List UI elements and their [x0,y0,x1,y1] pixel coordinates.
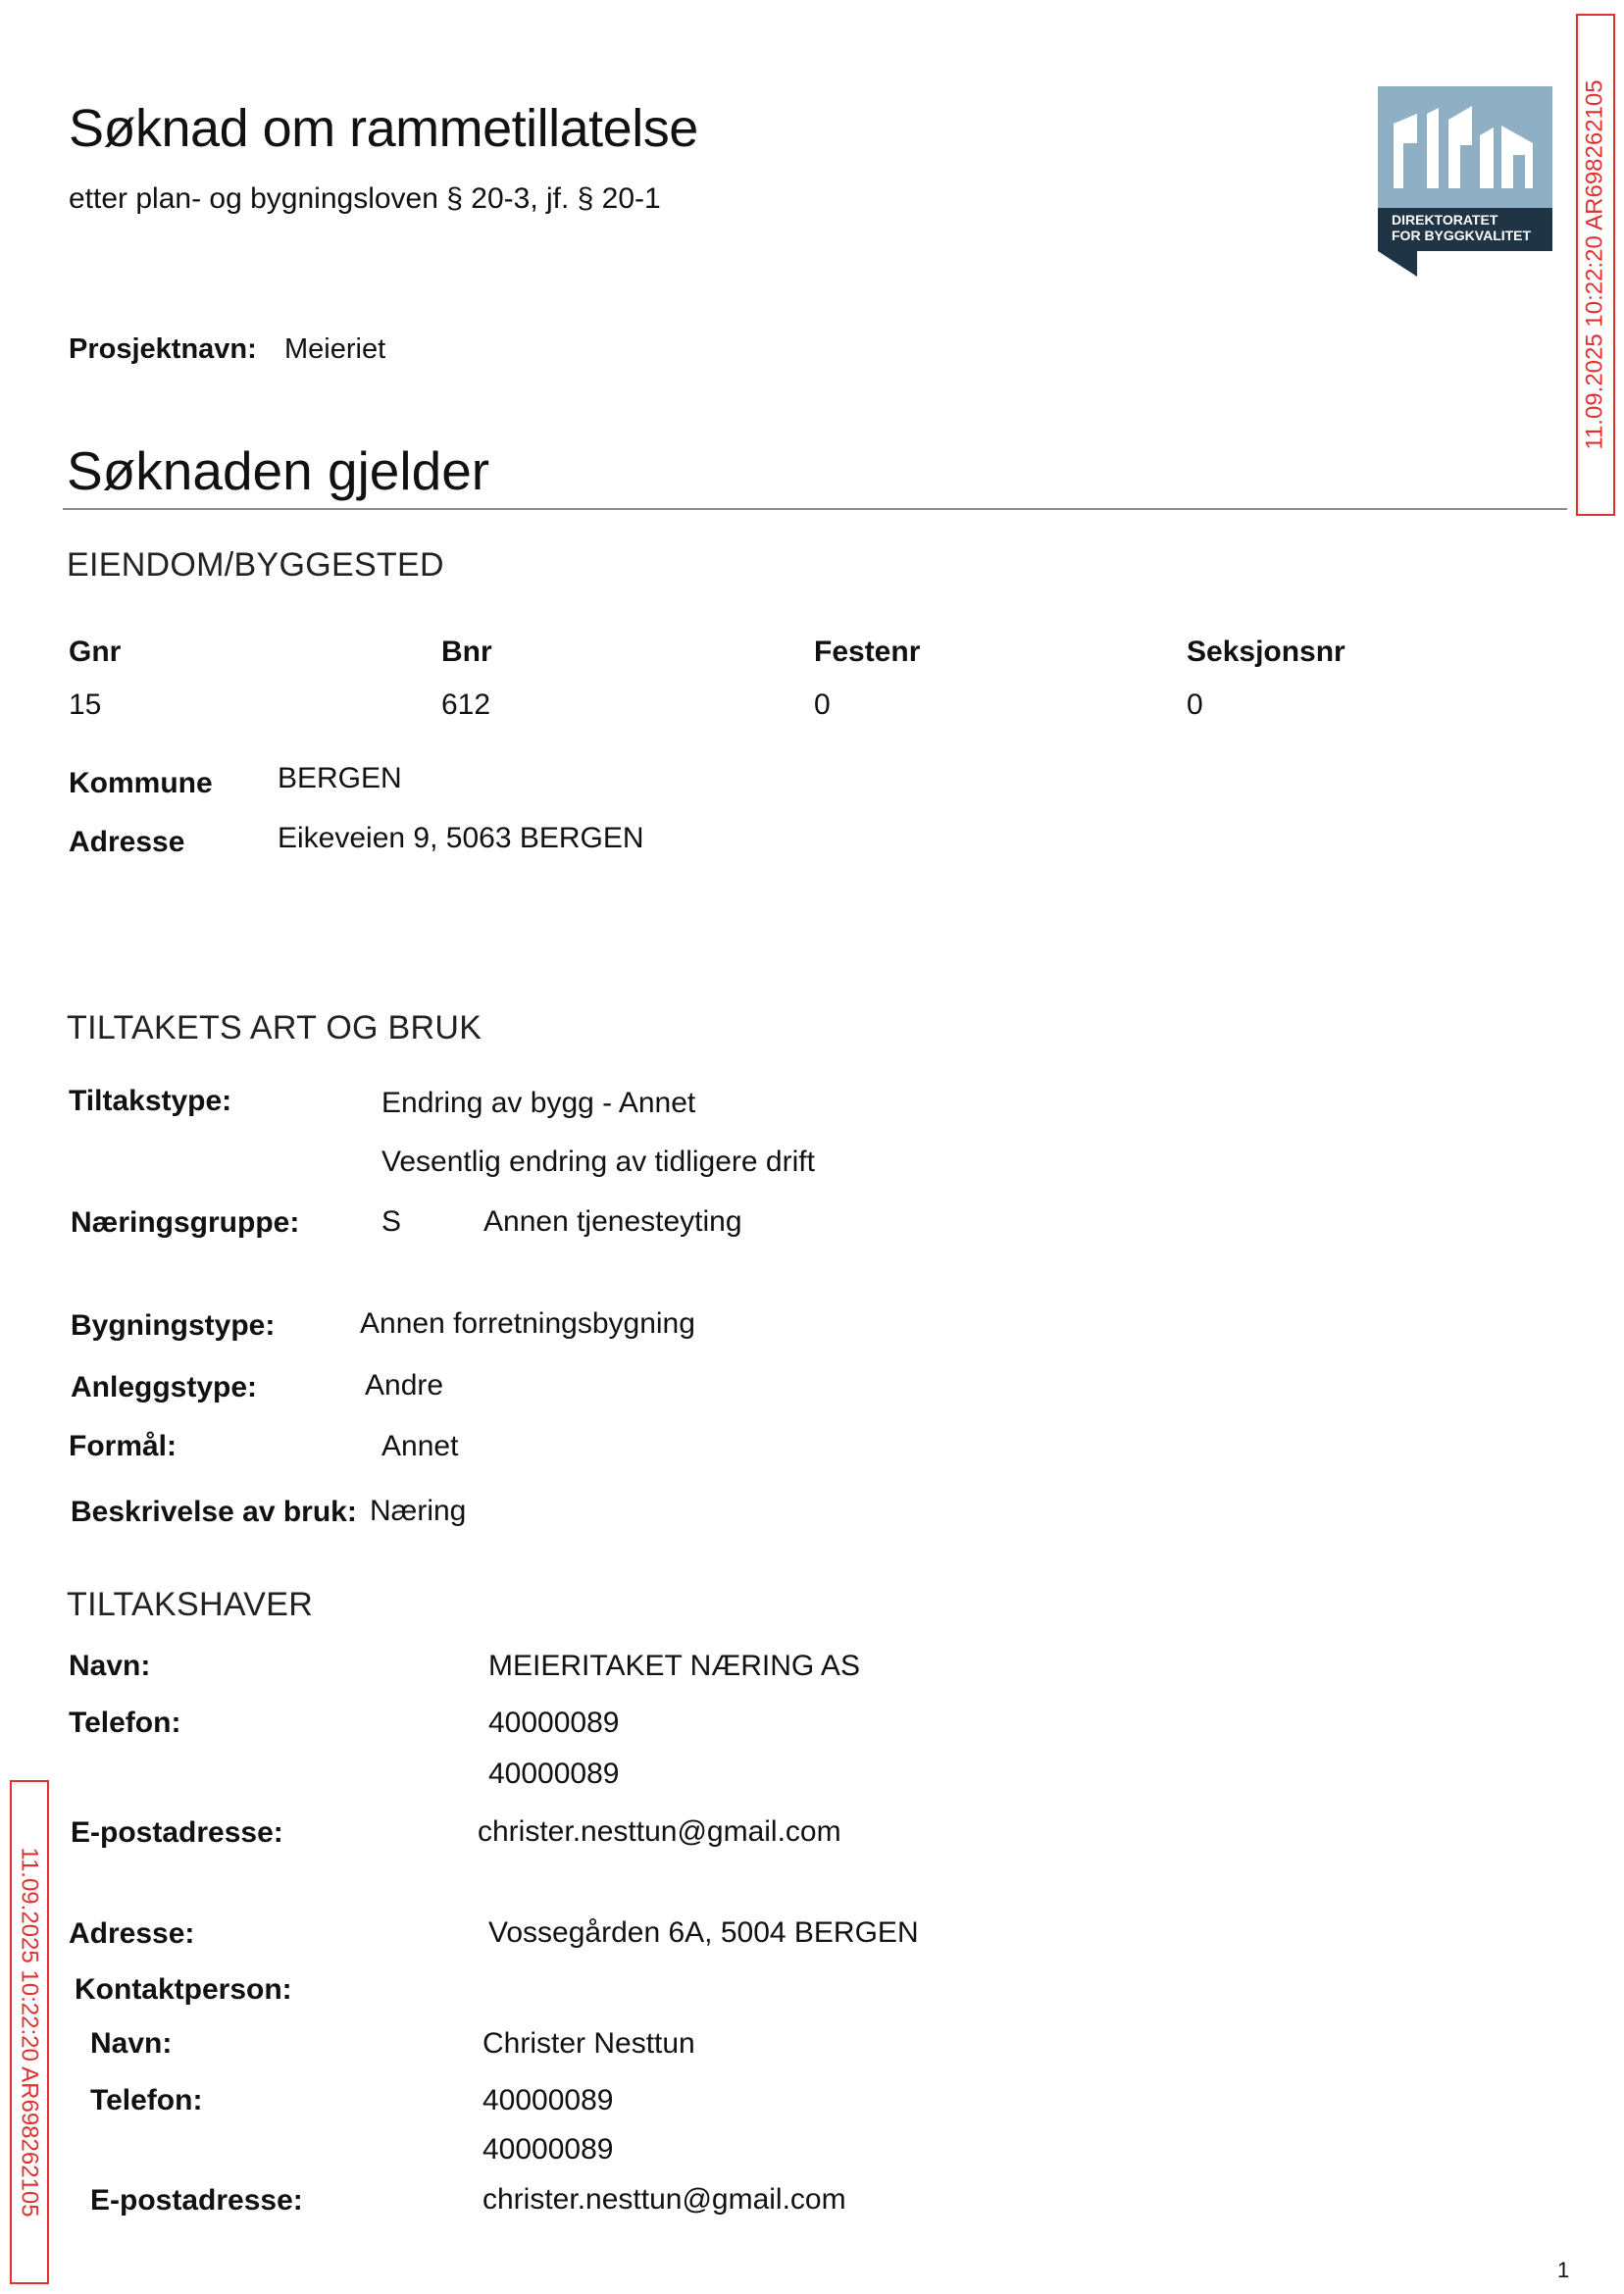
section-heading: Søknaden gjelder [67,440,490,501]
bygningstype-label: Bygningstype: [71,1309,276,1342]
tiltakshaver-telefon-label: Telefon: [69,1707,181,1739]
tiltakshaver-telefon-2: 40000089 [488,1758,620,1790]
tiltakstype-label: Tiltakstype: [69,1085,232,1117]
timestamp-stamp-top-text: 11.09.2025 10:22:20 AR698262105 [1582,79,1608,450]
formaal-value: Annet [381,1430,459,1462]
timestamp-stamp-top [1576,14,1615,516]
tiltakshaver-adresse-value: Vossegården 6A, 5004 BERGEN [488,1916,919,1949]
kontakt-telefon-1: 40000089 [482,2084,614,2116]
timestamp-stamp-left [10,1780,49,2284]
tiltakshaver-telefon-1: 40000089 [488,1707,620,1739]
tiltakstype-value-2: Vesentlig endring av tidligere drift [381,1146,815,1178]
page-title: Søknad om rammetillatelse [69,99,698,158]
timestamp-stamp-left-text: 11.09.2025 10:22:20 AR698262105 [17,1847,43,2218]
project-label: Prosjektnavn: [69,333,257,365]
kommune-label: Kommune [69,767,213,799]
col-festenr: Festenr [814,636,921,668]
tiltakshaver-navn-label: Navn: [69,1650,151,1682]
kommune-value: BERGEN [278,762,402,794]
naeringsgruppe-label: Næringsgruppe: [71,1206,300,1239]
anleggstype-label: Anleggstype: [71,1371,258,1403]
kontakt-telefon-label: Telefon: [90,2084,203,2116]
formaal-label: Formål: [69,1430,178,1462]
tiltakstype-value-1: Endring av bygg - Annet [381,1087,696,1119]
section-divider [63,508,1567,510]
val-gnr: 15 [69,688,102,721]
property-heading: EIENDOM/BYGGESTED [67,546,444,584]
tiltakshaver-epost-value: christer.nesttun@gmail.com [478,1815,841,1848]
bygningstype-value: Annen forretningsbygning [360,1307,695,1340]
anleggstype-value: Andre [365,1369,444,1402]
val-bnr: 612 [441,688,491,721]
naeringsgruppe-code: S [381,1205,402,1238]
tiltak-heading: TILTAKETS ART OG BRUK [67,1009,482,1046]
tiltakshaver-adresse-label: Adresse: [69,1917,195,1950]
adresse-value: Eikeveien 9, 5063 BERGEN [278,822,644,854]
kontakt-navn-label: Navn: [90,2027,173,2060]
col-bnr: Bnr [441,636,492,668]
kontaktperson-label: Kontaktperson: [75,1973,292,2006]
project-value: Meieriet [284,333,386,365]
logo-text-line2: FOR BYGGKVALITET [1392,228,1532,243]
val-festenr: 0 [814,688,831,721]
adresse-label: Adresse [69,826,185,858]
kontakt-navn-value: Christer Nesttun [482,2027,695,2060]
kontakt-epost-label: E-postadresse: [90,2184,303,2217]
val-seksjonsnr: 0 [1187,688,1203,721]
dibk-logo [1378,86,1552,277]
naeringsgruppe-value: Annen tjenesteyting [483,1205,742,1238]
page-number: 1 [1557,2258,1570,2282]
logo-text-line1: DIREKTORATET [1392,212,1498,228]
kontakt-telefon-2: 40000089 [482,2133,614,2166]
page-subtitle: etter plan- og bygningsloven § 20-3, jf. § 20-1 [69,182,661,215]
col-gnr: Gnr [69,636,122,668]
tiltakshaver-navn-value: MEIERITAKET NÆRING AS [488,1650,860,1682]
beskrivelse-value: Næring [370,1495,467,1527]
tiltakshaver-epost-label: E-postadresse: [71,1816,283,1849]
kontakt-epost-value: christer.nesttun@gmail.com [482,2183,846,2216]
tiltakshaver-heading: TILTAKSHAVER [67,1586,314,1623]
col-seksjonsnr: Seksjonsnr [1187,636,1345,668]
beskrivelse-label: Beskrivelse av bruk: [71,1496,357,1528]
